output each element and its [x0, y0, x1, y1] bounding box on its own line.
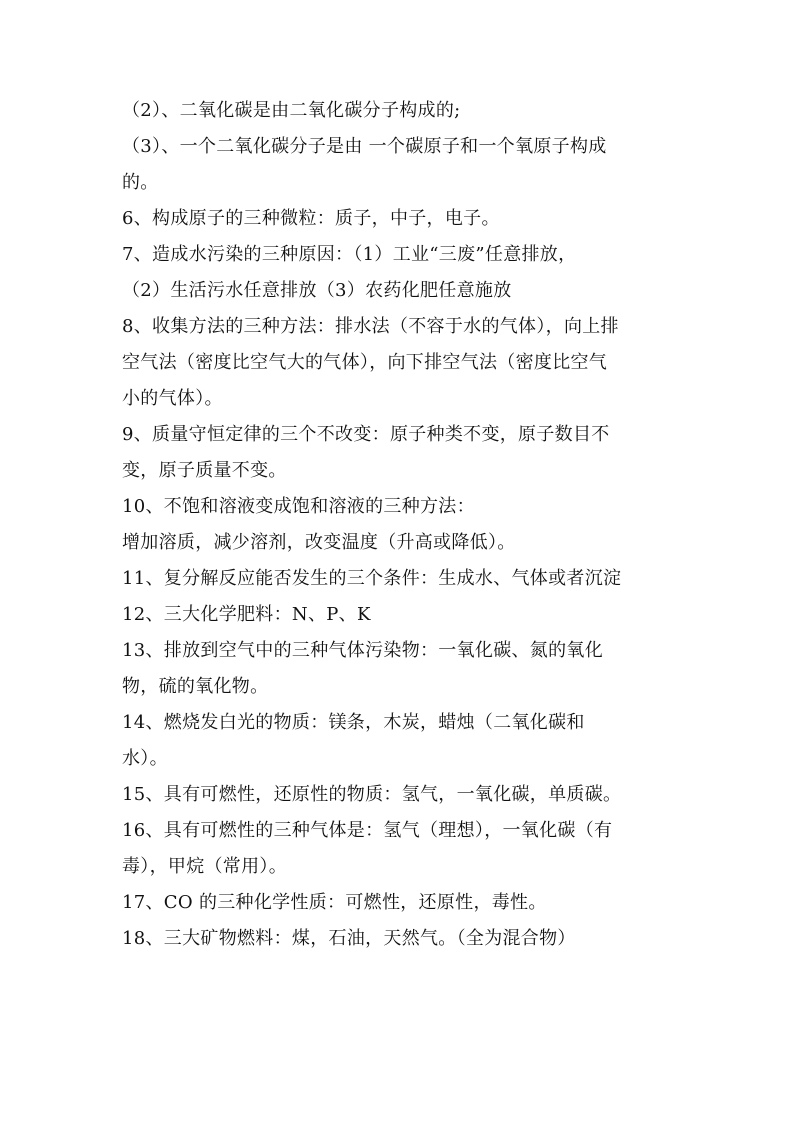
- text-line-10: 9、质量守恒定律的三个不改变：原子种类不变，原子数目不: [122, 424, 610, 445]
- text-line-4: 6、构成原子的三种微粒：质子，中子，电子。: [122, 208, 500, 229]
- text-line-15: 12、三大化学肥料：N、P、K: [122, 604, 371, 625]
- text-line-17: 物，硫的氧化物。: [122, 676, 269, 697]
- text-line-24: 18、三大矿物燃料：煤，石油，天然气。（全为混合物）: [122, 928, 576, 949]
- text-line-7: 8、收集方法的三种方法：排水法（不容于水的气体），向上排: [122, 316, 619, 337]
- text-line-16: 13、排放到空气中的三种气体污染物：一氧化碳、氮的氧化: [122, 640, 604, 661]
- text-line-8: 空气法（密度比空气大的气体），向下排空气法（密度比空气: [122, 352, 608, 373]
- text-line-11: 变，原子质量不变。: [122, 460, 287, 481]
- text-line-18: 14、燃烧发白光的物质：镁条，木炭，蜡烛（二氧化碳和: [122, 712, 585, 733]
- document-body: [122, 93, 682, 957]
- text-line-19: 水）。: [122, 748, 168, 769]
- text-line-20: 15、具有可燃性，还原性的物质：氢气，一氧化碳，单质碳。: [122, 784, 622, 805]
- text-line-6: （2）生活污水任意排放（3）农药化肥任意施放: [122, 280, 512, 301]
- text-line-23: 17、CO 的三种化学性质：可燃性，还原性，毒性。: [122, 892, 547, 913]
- text-line-14: 11、复分解反应能否发生的三个条件：生成水、气体或者沉淀: [122, 568, 622, 589]
- text-line-5: 7、造成水污染的三种原因：（1）工业“三废”任意排放，: [122, 244, 577, 265]
- text-line-12: 10、不饱和溶液变成饱和溶液的三种方法：: [122, 496, 475, 517]
- text-line-3: 的。: [122, 172, 159, 193]
- text-line-1: （2）、二氧化碳是由二氧化碳分子构成的;: [122, 100, 461, 121]
- text-line-9: 小的气体）。: [122, 388, 223, 409]
- text-line-21: 16、具有可燃性的三种气体是：氢气（理想），一氧化碳（有: [122, 820, 613, 841]
- text-line-22: 毒），甲烷（常用）。: [122, 856, 287, 877]
- text-line-2: （3）、一个二氧化碳分子是由 一个碳原子和一个氧原子构成: [122, 136, 607, 157]
- text-line-13: 增加溶质，减少溶剂，改变温度（升高或降低）。: [122, 532, 516, 553]
